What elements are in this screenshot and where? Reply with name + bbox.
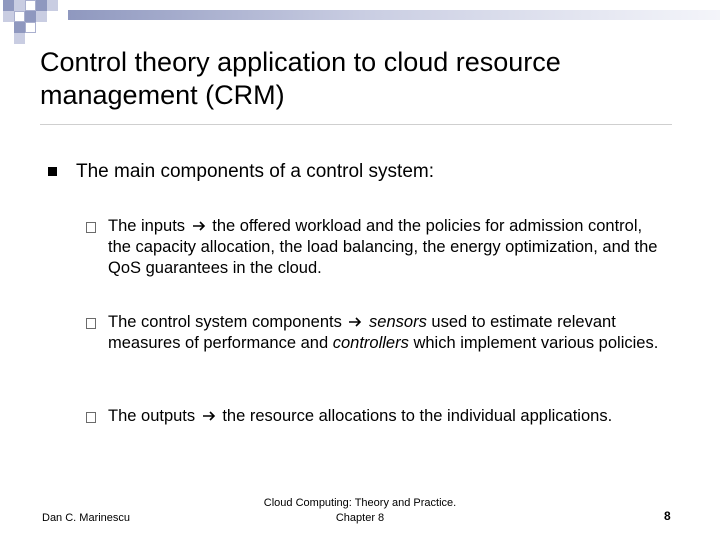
title-divider [40,124,672,125]
deco-square [47,0,58,11]
main-bullet-text: The main components of a control system: [76,161,434,182]
footer-chapter: Chapter 8 [335,512,385,524]
item-lead: The outputs [108,407,196,425]
item-lead: The inputs [108,217,186,235]
sub-bullet-text [108,216,663,279]
deco-square [25,11,36,22]
deco-square [25,22,36,33]
footer-author: Dan C. Marinescu [42,512,131,524]
footer-book [230,496,490,526]
checkbox-bullet-icon [86,318,96,329]
item-text: the resource allocations to the individual applications. [222,407,613,425]
sub-bullet-text [108,312,663,354]
deco-square [14,0,25,11]
filled-square-bullet-icon [48,167,57,176]
deco-square [14,33,25,44]
header-gradient-bar [68,10,720,20]
right-arrow-icon [202,410,216,422]
item-lead: The control system components [108,313,342,331]
term-sensors: sensors [369,313,427,331]
checkbox-bullet-icon [86,222,96,233]
slide-title: Control theory application to cloud resource management (CRM) [40,47,561,110]
page-number: 8 [664,509,671,523]
deco-square [25,0,36,11]
item-text: which implement various policies. [413,334,659,352]
term-controllers: controllers [332,334,409,352]
deco-square [14,22,25,33]
deco-square [36,0,47,11]
item-text: the offered workload and the policies for admission control, the capacity allocation, the load balancing, the energy optimization, and the QoS guarantees in the cloud. [108,217,658,277]
deco-square [14,11,25,22]
sub-bullet-text [108,406,663,427]
item-text: used to estimate relevant measures of performance and [108,313,616,352]
right-arrow-icon [192,220,206,232]
deco-square [3,0,14,11]
footer-book-title: Cloud Computing: Theory and Practice. [263,497,457,509]
deco-square [36,11,47,22]
checkbox-bullet-icon [86,412,96,423]
deco-square [3,11,14,22]
header-decoration [0,0,720,46]
right-arrow-icon [348,316,362,328]
